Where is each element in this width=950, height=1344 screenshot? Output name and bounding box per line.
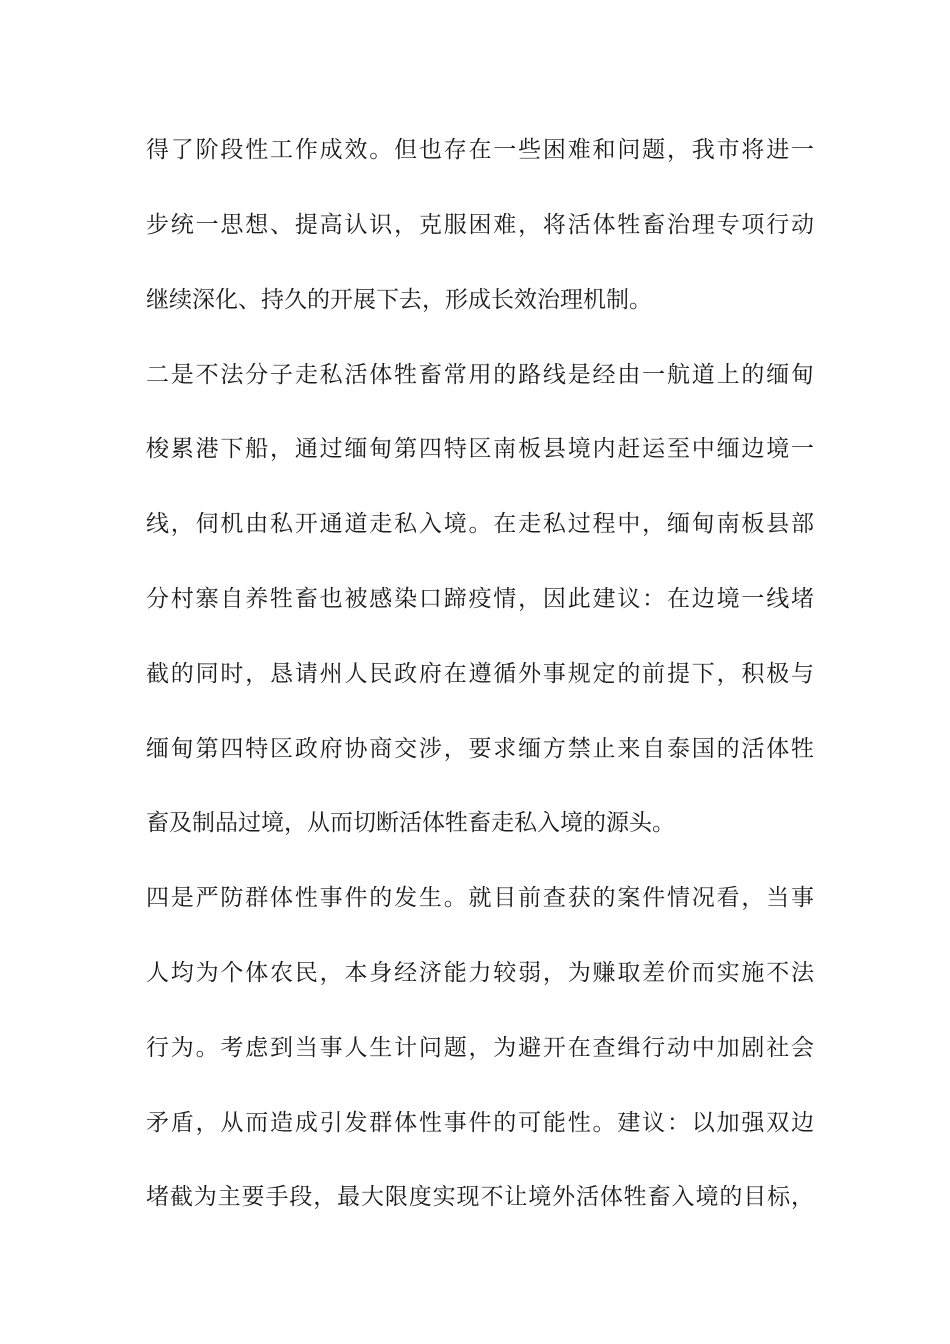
- text-line-11: 四是严防群体性事件的发生。就目前查获的案件情况看，当事: [146, 885, 814, 911]
- text-line-8: 截的同时，恳请州人民政府在遵循外事规定的前提下，积极与: [146, 661, 814, 687]
- text-line-7: 分村寨自养牲畜也被感染口蹄疫情，因此建议：在边境一线堵: [146, 586, 814, 612]
- text-line-13: 行为。考虑到当事人生计问题，为避开在查缉行动中加剧社会: [146, 1035, 814, 1061]
- text-line-9: 缅甸第四特区政府协商交涉，要求缅方禁止来自泰国的活体牲: [146, 736, 814, 762]
- text-line-10: 畜及制品过境，从而切断活体牲畜走私入境的源头。: [146, 810, 675, 836]
- text-line-4: 二是不法分子走私活体牲畜常用的路线是经由一航道上的缅甸: [146, 362, 814, 388]
- text-line-15: 堵截为主要手段，最大限度实现不让境外活体牲畜入境的目标，: [146, 1184, 814, 1210]
- text-line-12: 人均为个体农民，本身经济能力较弱，为赚取差价而实施不法: [146, 960, 814, 986]
- text-line-1: 得了阶段性工作成效。但也存在一些困难和问题，我市将进一: [146, 137, 814, 163]
- text-line-5: 梭累港下船，通过缅甸第四特区南板县境内赶运至中缅边境一: [146, 436, 814, 462]
- text-line-6: 线，伺机由私开通道走私入境。在走私过程中，缅甸南板县部: [146, 511, 814, 537]
- text-line-2: 步统一思想、提高认识，克服困难，将活体牲畜治理专项行动: [146, 212, 814, 238]
- text-line-3: 继续深化、持久的开展下去，形成长效治理机制。: [146, 287, 652, 313]
- text-line-14: 矛盾，从而造成引发群体性事件的可能性。建议：以加强双边: [146, 1110, 814, 1136]
